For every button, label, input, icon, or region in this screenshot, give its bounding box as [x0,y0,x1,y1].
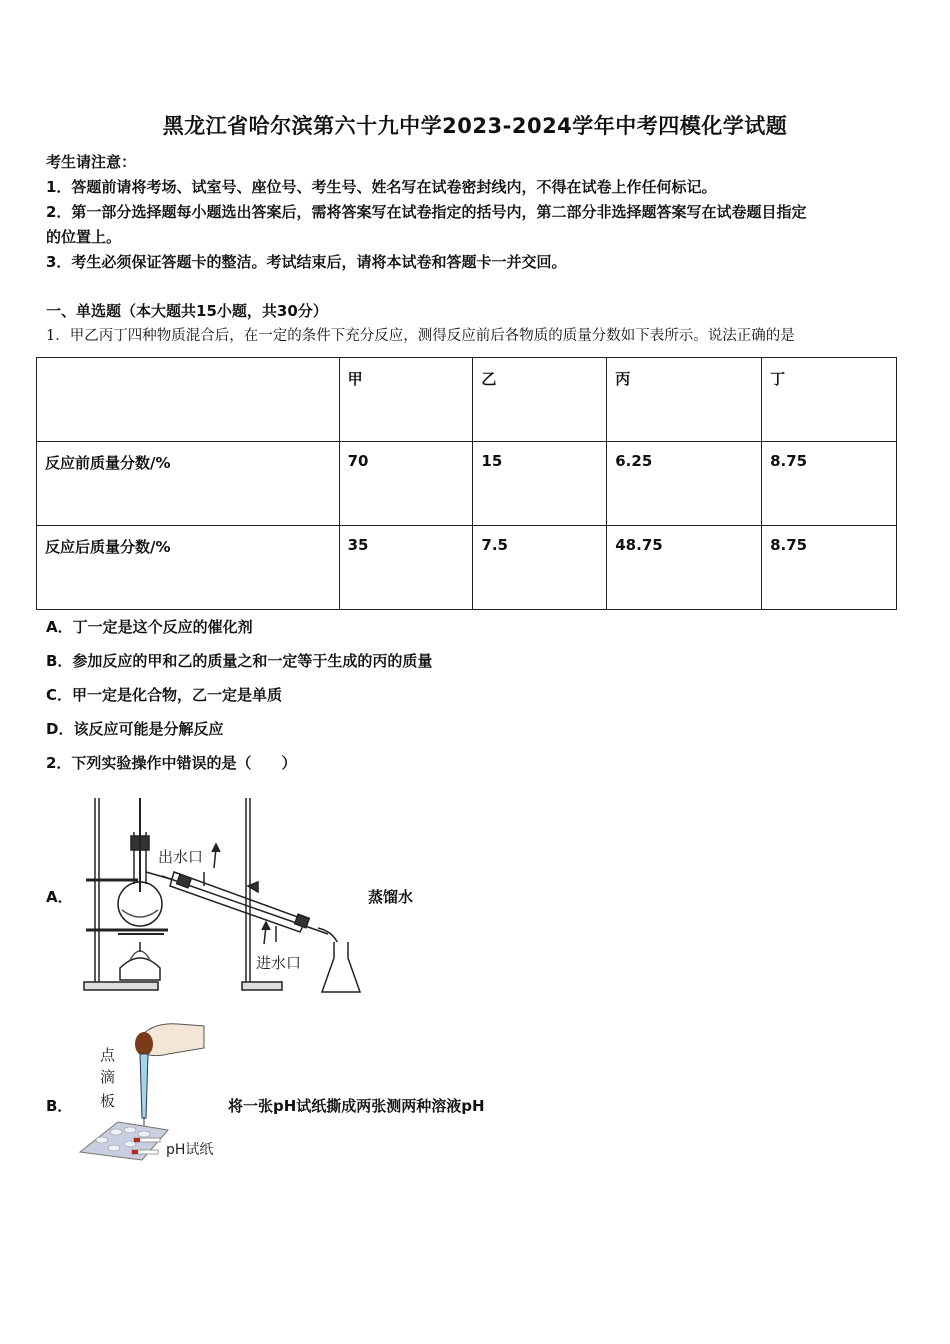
table-cell: 甲 [339,358,473,442]
inlet-label: 进水口 [256,954,302,972]
notice-item-1: 1．答题前请将考场、试室号、座位号、考生号、姓名写在试卷密封线内，不得在试卷上作任何标记。 [46,178,717,196]
table-row [37,442,897,526]
table-cell: 70 [339,442,473,526]
option-d: D．该反应可能是分解反应 [46,720,224,738]
outlet-label: 出水口 [158,848,204,866]
question-2-stem: 2．下列实验操作中错误的是（ ） [46,754,297,772]
notice-item-3: 3．考生必须保证答题卡的整洁。考试结束后，请将本试卷和答题卡一并交回。 [46,253,567,271]
table-cell: 反应前质量分数/% [37,442,340,526]
notice-heading: 考生请注意： [46,153,137,171]
page-title: 黑龙江省哈尔滨第六十九中学2023-2024学年中考四模化学试题 [162,114,788,138]
table-cell: 6.25 [607,442,762,526]
table-cell: 35 [339,526,473,610]
table-cell: 丁 [762,358,897,442]
table-cell: 15 [473,442,607,526]
distillation-apparatus-figure [78,792,368,998]
ph-paper-label: pH试纸 [166,1142,214,1158]
section-heading: 一、单选题（本大题共15小题，共30分） [46,302,328,320]
table-cell: 乙 [473,358,607,442]
table-cell [37,358,340,442]
q2-option-b-caption: 将一张pH试纸撕成两张测两种溶液pH [228,1097,485,1115]
question-1-stem: 1．甲乙丙丁四种物质混合后，在一定的条件下充分反应，测得反应前后各物质的质量分数如下表所示。说法正确的是 [46,328,795,344]
option-b: B．参加反应的甲和乙的质量之和一定等于生成的丙的质量 [46,652,433,670]
mass-fraction-table [36,357,897,610]
spot-plate-char-3: 板 [100,1092,116,1110]
option-c: C．甲一定是化合物，乙一定是单质 [46,686,283,704]
q2-option-a-caption: 蒸馏水 [368,888,414,906]
notice-item-2: 2．第一部分选择题每小题选出答案后，需将答案写在试卷指定的括号内，第二部分非选择题答案写在试卷题目指定 [46,203,807,221]
table-cell: 7.5 [473,526,607,610]
q2-option-b-letter: B． [46,1097,73,1115]
table-header-row [37,358,897,442]
notice-item-2-cont: 的位置上。 [46,228,122,246]
table-cell: 丙 [607,358,762,442]
spot-plate-char-2: 滴 [100,1068,116,1086]
table-row [37,526,897,610]
table-cell: 8.75 [762,442,897,526]
table-cell: 48.75 [607,526,762,610]
option-a: A．丁一定是这个反应的催化剂 [46,618,253,636]
q2-option-a-letter: A． [46,888,73,906]
table-cell: 反应后质量分数/% [37,526,340,610]
ph-test-figure [78,1018,228,1166]
spot-plate-char-1: 点 [100,1046,116,1064]
table-cell: 8.75 [762,526,897,610]
